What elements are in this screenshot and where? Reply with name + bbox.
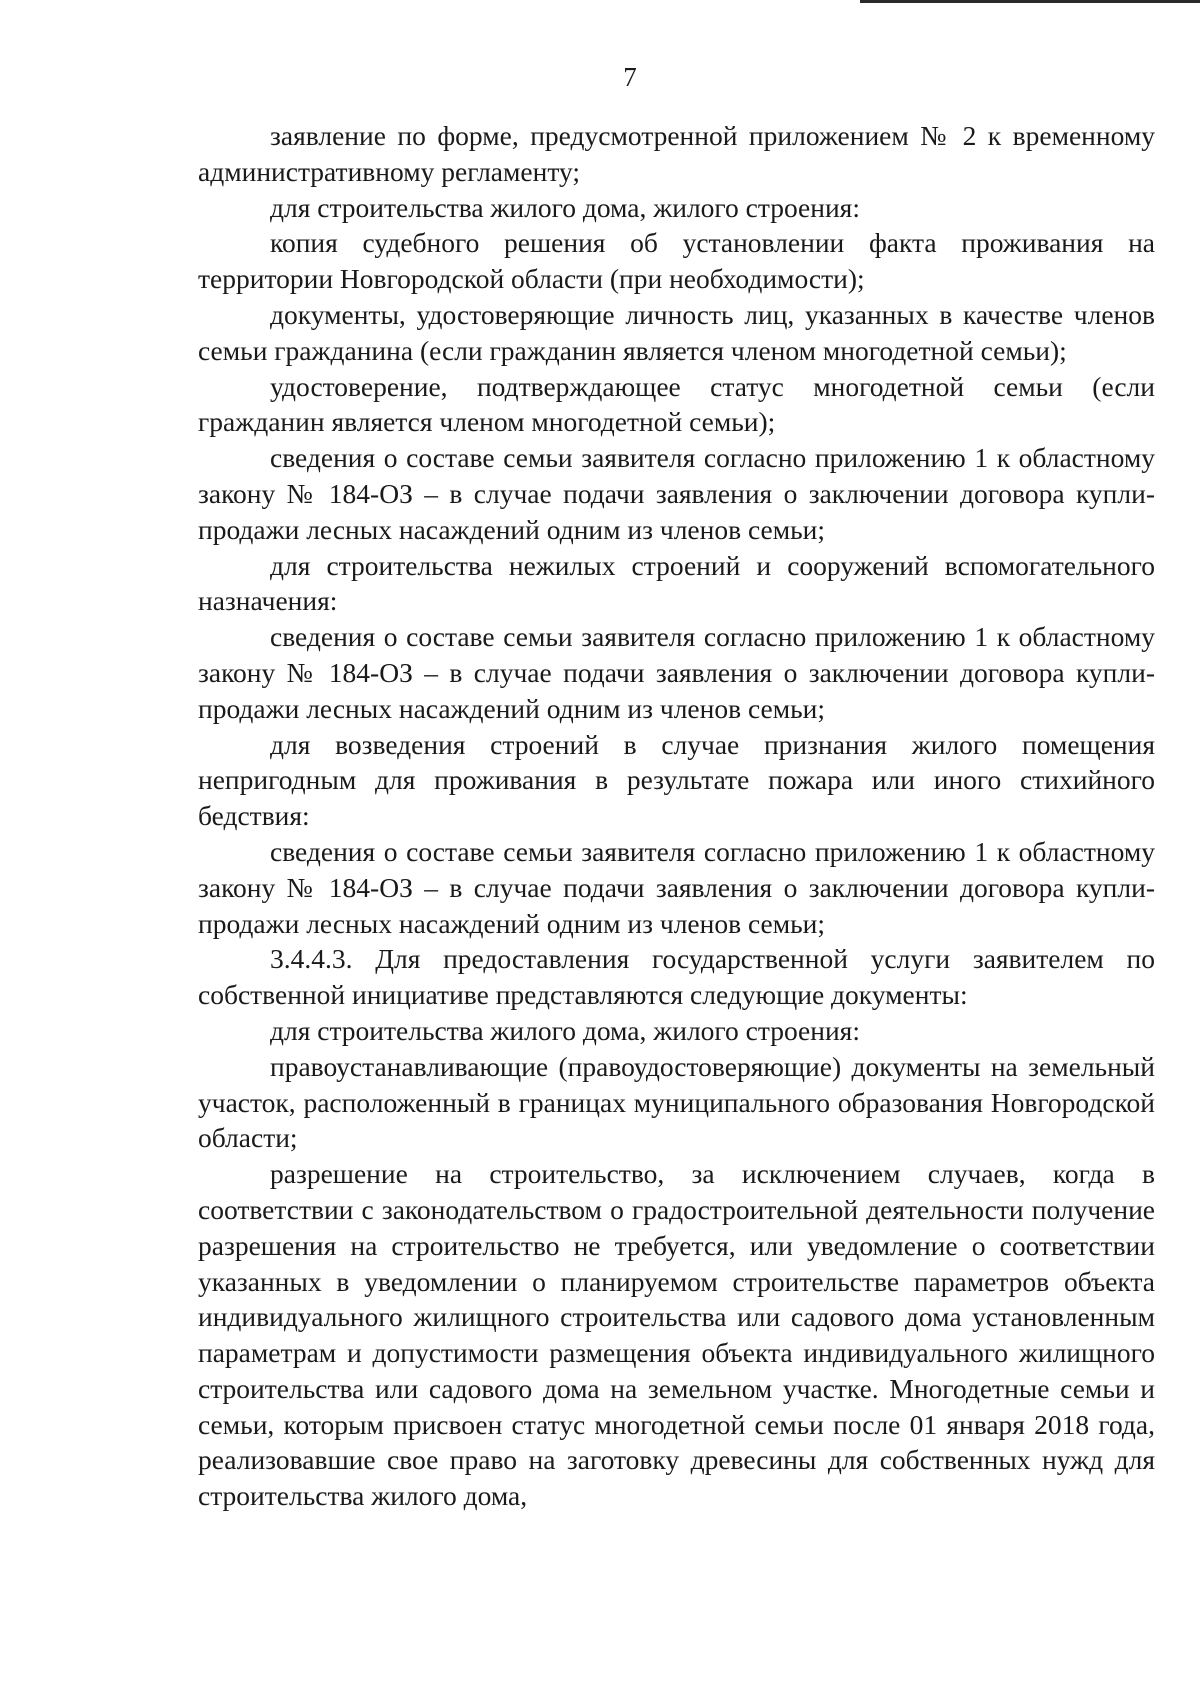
paragraph: сведения о составе семьи заявителя согласно приложению 1 к областному закону № 184-ОЗ – в случае подачи заявления о заключении договора купли-продажи лесных насаждений одним из членов семьи;	[198, 621, 1155, 724]
paragraph: документы, удостоверяющие личность лиц, указанных в качестве членов семьи гражданина (если гражданин является членом многодетной семьи);	[198, 298, 1155, 366]
paragraph: для возведения строений в случае признания жилого помещения непригодным для проживания в результате пожара или иного стихийного бедствия:	[198, 728, 1155, 832]
paragraph: для строительства жилого дома, жилого строения:	[270, 191, 860, 223]
paragraph: для строительства жилого дома, жилого строения:	[270, 1014, 860, 1046]
paragraph: копия судебного решения об установлении факта проживания на территории Новгородской области (при необходимости);	[198, 227, 1155, 295]
paragraph: для строительства нежилых строений и сооружений вспомогательного назначения:	[198, 549, 1155, 617]
paragraph: сведения о составе семьи заявителя согласно приложению 1 к областному закону № 184-ОЗ – в случае подачи заявления о заключении договора купли-продажи лесных насаждений одним из членов семьи;	[198, 835, 1155, 939]
paragraph: 3.4.4.3. Для предоставления государственной услуги заявителем по собственной инициативе представляются следующие документы:	[198, 943, 1155, 1011]
paragraph: заявление по форме, предусмотренной приложением № 2 к временному административному регламенту;	[198, 120, 1155, 187]
page-number: 7	[623, 62, 637, 92]
paragraph: удостоверение, подтверждающее статус многодетной семьи (если гражданин является членом многодетной семьи);	[198, 370, 1155, 438]
paragraph: сведения о составе семьи заявителя согласно приложению 1 к областному закону № 184-ОЗ – в случае подачи заявления о заключении договора купли-продажи лесных насаждений одним из членов семьи;	[198, 442, 1155, 545]
paragraph: правоустанавливающие (правоудостоверяющие) документы на земельный участок, расположенный в границах муниципального образования Новгородской области;	[198, 1050, 1155, 1154]
paragraph: разрешение на строительство, за исключением случаев, когда в соответствии с законодательством о градостроительной деятельности получение разрешения на строительство не требуется, или уведомление о соответствии указанных в уведомлении о планируемом строительстве параметров объекта индивидуального жилищного строительства или садового дома установленным параметрам и допустимости размещения объекта индивидуального жилищного строительства или садового дома на земельном участке. Многодетные семьи и семьи, которым присвоен статус многодетной семьи после 01 января 2018 года, реализовавшие свое право на заготовку древесины для собственных нужд для строительства жилого дома,	[198, 1158, 1155, 1512]
document-body	[198, 118, 1155, 1514]
scan-edge-line	[860, 0, 1200, 3]
